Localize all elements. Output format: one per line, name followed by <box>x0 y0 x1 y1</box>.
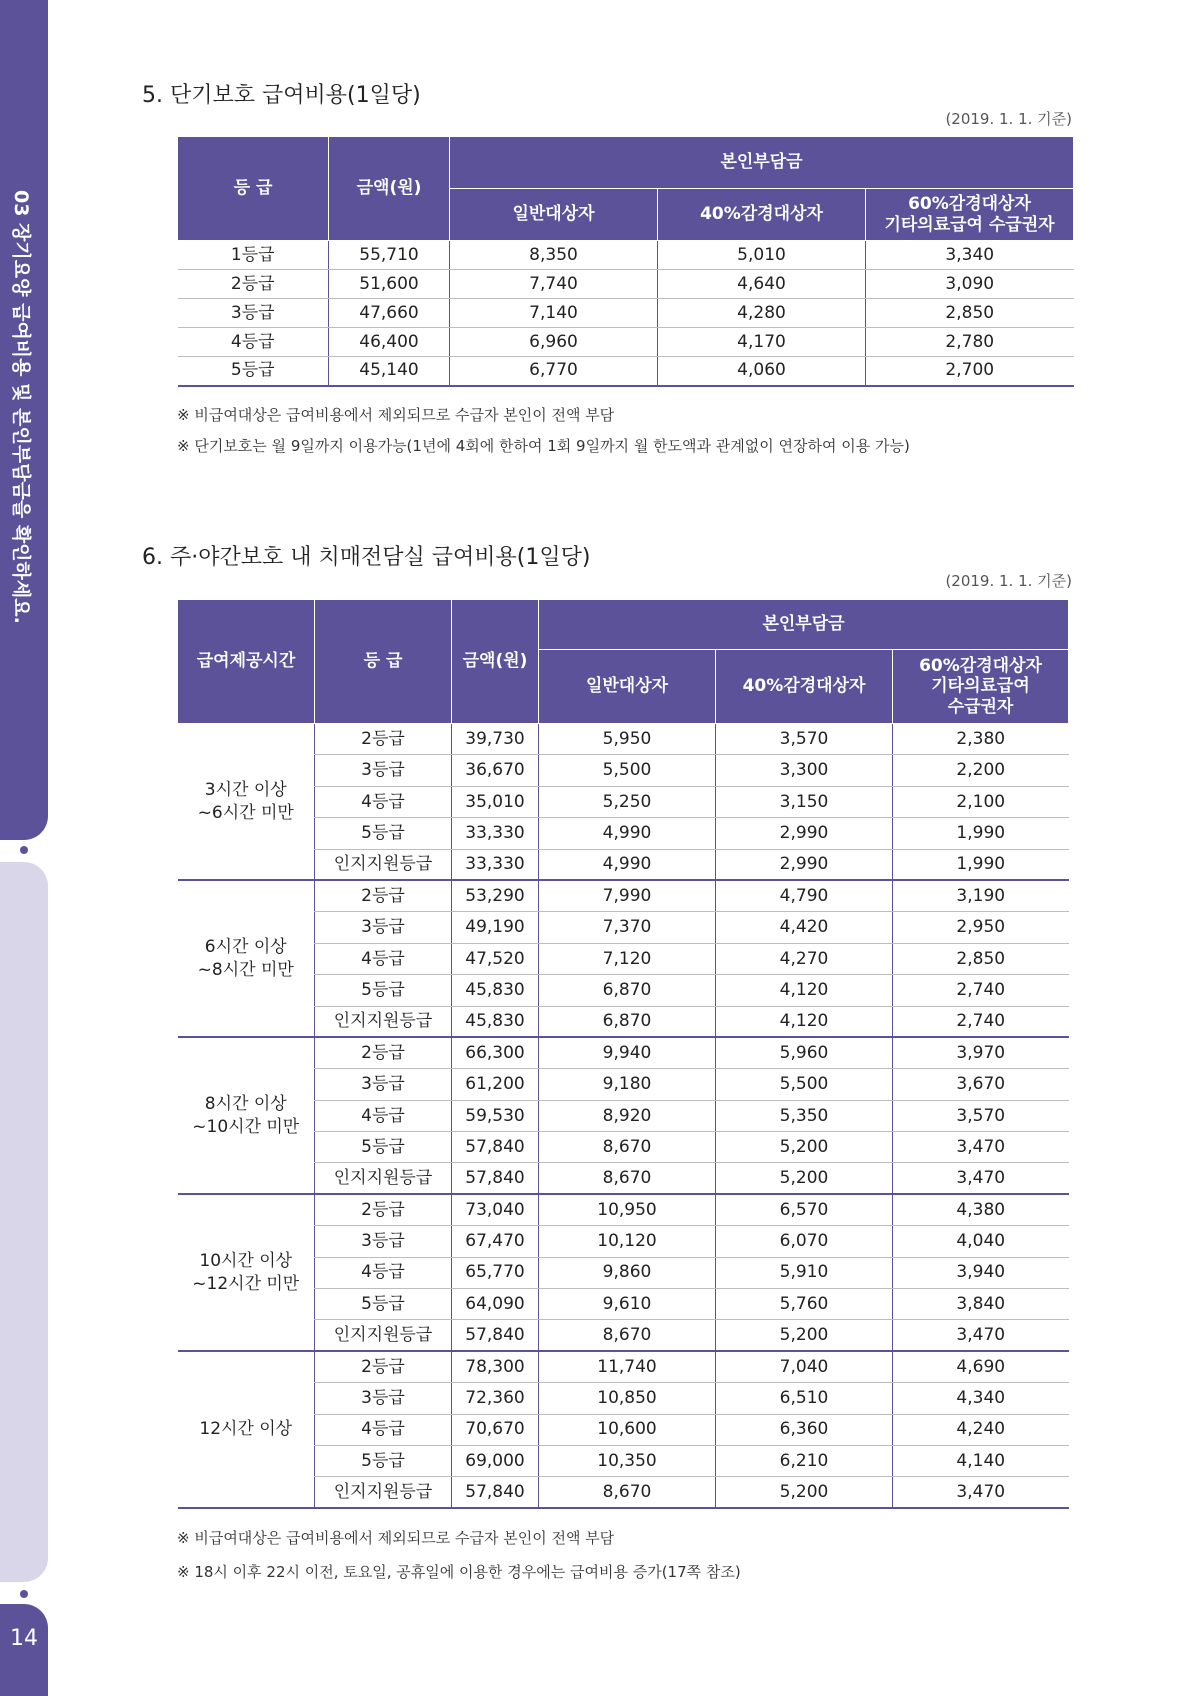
cell-general: 11,740 <box>539 1351 716 1382</box>
header-reduced-60-line2: 기타의료급여 <box>931 676 1030 697</box>
cell-reduced-40: 5,200 <box>716 1132 893 1163</box>
cell-general: 4,990 <box>539 818 716 849</box>
service-time-line1: 10시간 이상 <box>199 1250 293 1271</box>
cell-grade: 5등급 <box>178 357 329 386</box>
cell-general: 6,870 <box>539 1006 716 1037</box>
cell-grade: 3등급 <box>178 299 329 328</box>
cell-general: 6,960 <box>450 328 658 357</box>
cell-grade: 3등급 <box>315 1069 452 1100</box>
cell-reduced-60: 4,690 <box>893 1351 1069 1382</box>
cell-amount: 57,840 <box>452 1132 539 1163</box>
cell-general: 7,740 <box>450 270 658 299</box>
cell-reduced-40: 5,760 <box>716 1289 893 1320</box>
cell-reduced-60: 3,970 <box>893 1037 1069 1068</box>
cell-grade: 인지지원등급 <box>315 1320 452 1351</box>
table-row <box>178 270 1074 299</box>
cell-reduced-40: 4,120 <box>716 975 893 1006</box>
cell-grade: 5등급 <box>315 975 452 1006</box>
cell-general: 9,610 <box>539 1289 716 1320</box>
cell-grade: 4등급 <box>178 328 329 357</box>
table-row <box>178 1037 1069 1068</box>
cell-reduced-40: 2,990 <box>716 849 893 880</box>
cell-reduced-60: 3,340 <box>866 241 1074 270</box>
cell-reduced-60: 3,470 <box>893 1477 1069 1508</box>
cell-general: 8,670 <box>539 1477 716 1508</box>
cell-amount: 61,200 <box>452 1069 539 1100</box>
cell-reduced-60: 4,040 <box>893 1226 1069 1257</box>
cell-reduced-60: 2,740 <box>893 1006 1069 1037</box>
cell-amount: 33,330 <box>452 818 539 849</box>
cell-general: 10,950 <box>539 1194 716 1225</box>
cell-service-time <box>178 1351 315 1508</box>
cell-reduced-40: 5,200 <box>716 1477 893 1508</box>
cell-grade: 1등급 <box>178 241 329 270</box>
dementia-daycare-table <box>177 599 1069 1509</box>
cell-general: 8,670 <box>539 1132 716 1163</box>
section5-note-1: ※ 비급여대상은 급여비용에서 제외되므로 수급자 본인이 전액 부담 <box>177 406 615 424</box>
cell-reduced-60: 2,700 <box>866 357 1074 386</box>
cell-reduced-40: 4,280 <box>658 299 866 328</box>
cell-general: 7,990 <box>539 880 716 911</box>
cell-grade: 5등급 <box>315 1289 452 1320</box>
table-row <box>178 1194 1069 1225</box>
cell-reduced-60: 3,470 <box>893 1163 1069 1194</box>
cell-service-time <box>178 1194 315 1351</box>
cell-amount: 65,770 <box>452 1257 539 1288</box>
cell-reduced-60: 3,570 <box>893 1100 1069 1131</box>
cell-reduced-60: 2,200 <box>893 755 1069 786</box>
cell-reduced-40: 5,010 <box>658 241 866 270</box>
cell-amount: 57,840 <box>452 1320 539 1351</box>
table-row <box>178 299 1074 328</box>
cell-general: 5,500 <box>539 755 716 786</box>
divider-dot <box>20 1590 28 1598</box>
cell-reduced-40: 5,350 <box>716 1100 893 1131</box>
cell-amount: 57,840 <box>452 1163 539 1194</box>
service-time-line1: 8시간 이상 <box>204 1093 287 1114</box>
cell-reduced-60: 2,740 <box>893 975 1069 1006</box>
cell-reduced-60: 4,240 <box>893 1414 1069 1445</box>
header-reduced-60-line3: 수급권자 <box>947 696 1014 717</box>
cell-reduced-40: 5,960 <box>716 1037 893 1068</box>
short-term-care-table <box>177 136 1074 387</box>
cell-reduced-40: 6,570 <box>716 1194 893 1225</box>
cell-amount: 66,300 <box>452 1037 539 1068</box>
cell-grade: 2등급 <box>315 724 452 755</box>
cell-reduced-40: 2,990 <box>716 818 893 849</box>
cell-reduced-60: 3,190 <box>893 880 1069 911</box>
table-row <box>178 328 1074 357</box>
section6-note-2: ※ 18시 이후 22시 이전, 토요일, 공휴일에 이용한 경우에는 급여비용 증가(17쪽 참조) <box>177 1563 741 1581</box>
service-time-line1: 6시간 이상 <box>204 936 287 957</box>
cell-amount: 64,090 <box>452 1289 539 1320</box>
cell-reduced-60: 2,100 <box>893 786 1069 817</box>
cell-amount: 47,520 <box>452 943 539 974</box>
header-service-time: 급여제공시간 <box>178 600 315 724</box>
table-row <box>178 724 1069 755</box>
cell-grade: 인지지원등급 <box>315 1006 452 1037</box>
cell-reduced-60: 4,380 <box>893 1194 1069 1225</box>
cell-grade: 2등급 <box>315 1351 452 1382</box>
cell-reduced-40: 5,200 <box>716 1163 893 1194</box>
header-amount: 금액(원) <box>452 600 539 724</box>
section6-title: 6. 주·야간보호 내 치매전담실 급여비용(1일당) <box>142 545 591 570</box>
cell-amount: 67,470 <box>452 1226 539 1257</box>
cell-reduced-40: 4,640 <box>658 270 866 299</box>
table-row <box>178 357 1074 386</box>
cell-reduced-40: 3,300 <box>716 755 893 786</box>
cell-service-time <box>178 724 315 881</box>
cell-reduced-40: 5,200 <box>716 1320 893 1351</box>
section6-note-1: ※ 비급여대상은 급여비용에서 제외되므로 수급자 본인이 전액 부담 <box>177 1529 615 1547</box>
table-row <box>178 241 1074 270</box>
cell-reduced-40: 6,070 <box>716 1226 893 1257</box>
cell-grade: 4등급 <box>315 943 452 974</box>
cell-reduced-60: 2,380 <box>893 724 1069 755</box>
cell-reduced-40: 4,170 <box>658 328 866 357</box>
cell-general: 5,250 <box>539 786 716 817</box>
header-amount: 금액(원) <box>329 137 450 241</box>
cell-reduced-40: 4,120 <box>716 1006 893 1037</box>
cell-amount: 45,140 <box>329 357 450 386</box>
cell-general: 7,370 <box>539 912 716 943</box>
header-grade: 등 급 <box>315 600 452 724</box>
cell-reduced-40: 3,150 <box>716 786 893 817</box>
cell-grade: 3등급 <box>315 755 452 786</box>
cell-general: 8,670 <box>539 1163 716 1194</box>
header-reduced-60 <box>866 189 1074 241</box>
cell-general: 10,120 <box>539 1226 716 1257</box>
cell-reduced-60: 3,470 <box>893 1132 1069 1163</box>
cell-amount: 70,670 <box>452 1414 539 1445</box>
header-self-pay: 본인부담금 <box>539 600 1069 650</box>
cell-reduced-40: 4,420 <box>716 912 893 943</box>
cell-reduced-60: 1,990 <box>893 818 1069 849</box>
divider-dot <box>20 846 28 854</box>
section5-basis-date: (2019. 1. 1. 기준) <box>945 110 1072 128</box>
service-time-line2: ~10시간 미만 <box>192 1116 300 1137</box>
cell-general: 10,850 <box>539 1383 716 1414</box>
header-reduced-60-line1: 60%감경대상자 <box>908 194 1031 215</box>
cell-general: 9,180 <box>539 1069 716 1100</box>
cell-general: 9,860 <box>539 1257 716 1288</box>
service-time-line1: 3시간 이상 <box>204 779 287 800</box>
cell-reduced-60: 3,670 <box>893 1069 1069 1100</box>
cell-amount: 35,010 <box>452 786 539 817</box>
cell-general: 10,350 <box>539 1445 716 1476</box>
cell-reduced-60: 4,340 <box>893 1383 1069 1414</box>
cell-grade: 5등급 <box>315 1445 452 1476</box>
cell-reduced-60: 3,470 <box>893 1320 1069 1351</box>
cell-general: 5,950 <box>539 724 716 755</box>
cell-reduced-40: 3,570 <box>716 724 893 755</box>
cell-reduced-60: 4,140 <box>893 1445 1069 1476</box>
cell-grade: 4등급 <box>315 1414 452 1445</box>
cell-general: 8,920 <box>539 1100 716 1131</box>
cell-amount: 59,530 <box>452 1100 539 1131</box>
cell-reduced-60: 1,990 <box>893 849 1069 880</box>
cell-grade: 5등급 <box>315 818 452 849</box>
cell-reduced-40: 5,500 <box>716 1069 893 1100</box>
header-general: 일반대상자 <box>450 189 658 241</box>
cell-grade: 3등급 <box>315 1383 452 1414</box>
cell-general: 8,350 <box>450 241 658 270</box>
cell-amount: 73,040 <box>452 1194 539 1225</box>
cell-reduced-40: 7,040 <box>716 1351 893 1382</box>
chapter-title: 03 장기요양 급여비용 및 본인부담금을 확인하세요. <box>10 190 32 624</box>
cell-general: 4,990 <box>539 849 716 880</box>
cell-grade: 인지지원등급 <box>315 1163 452 1194</box>
header-reduced-40: 40%감경대상자 <box>658 189 866 241</box>
cell-amount: 55,710 <box>329 241 450 270</box>
cell-general: 8,670 <box>539 1320 716 1351</box>
service-time-line2: ~8시간 미만 <box>197 959 294 980</box>
cell-amount: 78,300 <box>452 1351 539 1382</box>
cell-amount: 45,830 <box>452 975 539 1006</box>
cell-reduced-40: 4,060 <box>658 357 866 386</box>
cell-grade: 2등급 <box>315 1037 452 1068</box>
cell-grade: 4등급 <box>315 1257 452 1288</box>
table-row <box>178 880 1069 911</box>
cell-reduced-40: 6,510 <box>716 1383 893 1414</box>
cell-amount: 46,400 <box>329 328 450 357</box>
cell-grade: 인지지원등급 <box>315 849 452 880</box>
cell-amount: 33,330 <box>452 849 539 880</box>
cell-grade: 3등급 <box>315 912 452 943</box>
service-time-line2: ~6시간 미만 <box>197 802 294 823</box>
cell-reduced-60: 2,850 <box>866 299 1074 328</box>
cell-service-time <box>178 880 315 1037</box>
cell-reduced-40: 6,210 <box>716 1445 893 1476</box>
header-reduced-40: 40%감경대상자 <box>716 650 893 724</box>
cell-general: 7,140 <box>450 299 658 328</box>
section5-note-2: ※ 단기보호는 월 9일까지 이용가능(1년에 4회에 한하여 1회 9일까지 월 한도액과 관계없이 연장하여 이용 가능) <box>177 437 910 455</box>
header-self-pay: 본인부담금 <box>450 137 1074 189</box>
cell-amount: 49,190 <box>452 912 539 943</box>
cell-amount: 51,600 <box>329 270 450 299</box>
cell-amount: 47,660 <box>329 299 450 328</box>
section6-basis-date: (2019. 1. 1. 기준) <box>945 572 1072 590</box>
cell-service-time <box>178 1037 315 1194</box>
table-row <box>178 1351 1069 1382</box>
service-time-line1: 12시간 이상 <box>199 1419 293 1440</box>
cell-amount: 69,000 <box>452 1445 539 1476</box>
header-reduced-60-line1: 60%감경대상자 <box>919 655 1042 676</box>
header-reduced-60 <box>893 650 1069 724</box>
cell-amount: 57,840 <box>452 1477 539 1508</box>
section5-title: 5. 단기보호 급여비용(1일당) <box>142 83 421 108</box>
cell-reduced-60: 2,850 <box>893 943 1069 974</box>
cell-general: 6,870 <box>539 975 716 1006</box>
cell-amount: 45,830 <box>452 1006 539 1037</box>
cell-grade: 5등급 <box>315 1132 452 1163</box>
cell-grade: 3등급 <box>315 1226 452 1257</box>
cell-grade: 인지지원등급 <box>315 1477 452 1508</box>
cell-amount: 53,290 <box>452 880 539 911</box>
cell-reduced-60: 3,090 <box>866 270 1074 299</box>
cell-reduced-60: 3,940 <box>893 1257 1069 1288</box>
page-number: 14 <box>10 1626 38 1651</box>
cell-reduced-60: 3,840 <box>893 1289 1069 1320</box>
cell-reduced-60: 2,950 <box>893 912 1069 943</box>
header-general: 일반대상자 <box>539 650 716 724</box>
sidebar-band <box>0 862 48 1582</box>
cell-grade: 4등급 <box>315 1100 452 1131</box>
header-reduced-60-line2: 기타의료급여 수급권자 <box>884 214 1055 235</box>
cell-general: 9,940 <box>539 1037 716 1068</box>
cell-amount: 39,730 <box>452 724 539 755</box>
cell-general: 10,600 <box>539 1414 716 1445</box>
cell-reduced-40: 4,270 <box>716 943 893 974</box>
cell-grade: 2등급 <box>315 1194 452 1225</box>
header-grade: 등 급 <box>178 137 329 241</box>
cell-grade: 4등급 <box>315 786 452 817</box>
cell-grade: 2등급 <box>178 270 329 299</box>
cell-amount: 36,670 <box>452 755 539 786</box>
cell-general: 7,120 <box>539 943 716 974</box>
cell-reduced-40: 6,360 <box>716 1414 893 1445</box>
cell-general: 6,770 <box>450 357 658 386</box>
cell-amount: 72,360 <box>452 1383 539 1414</box>
cell-reduced-40: 5,910 <box>716 1257 893 1288</box>
cell-grade: 2등급 <box>315 880 452 911</box>
cell-reduced-40: 4,790 <box>716 880 893 911</box>
cell-reduced-60: 2,780 <box>866 328 1074 357</box>
service-time-line2: ~12시간 미만 <box>192 1273 300 1294</box>
